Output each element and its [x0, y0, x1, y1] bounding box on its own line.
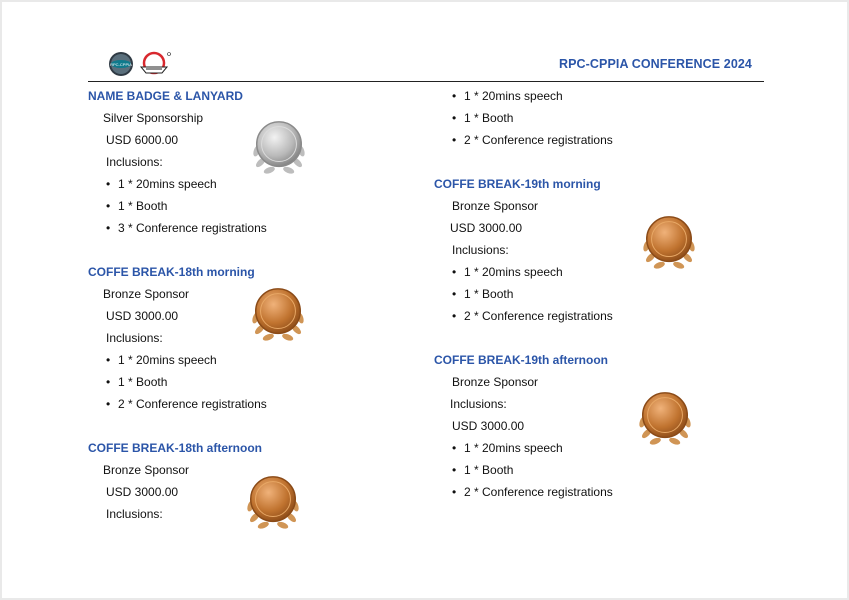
section-heading: COFFE BREAK-18th afternoon	[88, 441, 262, 455]
bronze-medal-icon	[247, 283, 309, 345]
silver-medal-icon	[248, 116, 310, 178]
list-item-text: 2 * Conference registrations	[464, 133, 613, 147]
section-heading: COFFE BREAK-19th afternoon	[434, 353, 608, 367]
list-item-text: 2 * Conference registrations	[464, 309, 613, 323]
list-item-text: 1 * 20mins speech	[464, 441, 563, 455]
list-item: • 2 * Conference registrations	[452, 309, 613, 323]
list-item-text: 2 * Conference registrations	[118, 397, 267, 411]
sponsor-tier: Bronze Sponsor	[103, 463, 190, 477]
bronze-medal-icon	[634, 387, 696, 449]
list-item: • 1 * Booth	[452, 287, 514, 301]
inclusions-label: Inclusions:	[106, 155, 163, 169]
list-item-text: 1 * 20mins speech	[118, 177, 217, 191]
list-item: • 1 * Booth	[106, 375, 168, 389]
sponsor-tier: Bronze Sponsor	[452, 199, 539, 213]
list-item: • 1 * 20mins speech	[452, 441, 563, 455]
list-item: • 1 * Booth	[452, 463, 514, 477]
list-item-text: 1 * 20mins speech	[464, 89, 563, 103]
sponsor-tier: Bronze Sponsor	[452, 375, 539, 389]
section-heading: COFFE BREAK-19th morning	[434, 177, 601, 191]
list-item-text: 1 * Booth	[118, 375, 168, 389]
sponsor-tier: Silver Sponsorship	[103, 111, 204, 125]
sponsor-price: USD 3000.00	[450, 221, 523, 235]
list-item-text: 1 * Booth	[464, 287, 514, 301]
logo-text: RPC-CPPIA	[110, 62, 132, 67]
rpc-logo-icon	[109, 52, 133, 76]
header-divider	[88, 81, 764, 82]
sponsor-price: USD 3000.00	[106, 485, 179, 499]
list-item-text: 1 * 20mins speech	[464, 265, 563, 279]
list-item: • 2 * Conference registrations	[106, 397, 267, 411]
list-item: • 1 * Booth	[452, 111, 514, 125]
list-item-text: 2 * Conference registrations	[464, 485, 613, 499]
cppia-logo-icon	[141, 53, 171, 74]
sponsor-tier: Bronze Sponsor	[103, 287, 190, 301]
list-item: • 1 * 20mins speech	[106, 353, 217, 367]
list-item: • 1 * 20mins speech	[452, 265, 563, 279]
bronze-medal-icon	[638, 211, 700, 273]
list-item-text: 1 * Booth	[464, 111, 514, 125]
list-item-text: 1 * Booth	[118, 199, 168, 213]
list-item: • 1 * 20mins speech	[106, 177, 217, 191]
conference-logos	[108, 50, 178, 80]
section-heading: COFFE BREAK-18th morning	[88, 265, 255, 279]
sponsor-price: USD 3000.00	[452, 419, 525, 433]
list-item: • 2 * Conference registrations	[452, 485, 613, 499]
bronze-medal-icon	[242, 471, 304, 533]
inclusions-label: Inclusions:	[450, 397, 507, 411]
list-item-text: 1 * 20mins speech	[118, 353, 217, 367]
inclusions-label: Inclusions:	[106, 507, 163, 521]
inclusions-label: Inclusions:	[452, 243, 509, 257]
list-item-text: 3 * Conference registrations	[118, 221, 267, 235]
sponsor-price: USD 6000.00	[106, 133, 179, 147]
list-item: • 3 * Conference registrations	[106, 221, 267, 235]
page-header-title: RPC-CPPIA CONFERENCE 2024	[558, 57, 752, 71]
section-heading: NAME BADGE & LANYARD	[88, 89, 243, 103]
list-item-text: 1 * Booth	[464, 463, 514, 477]
sponsor-price: USD 3000.00	[106, 309, 179, 323]
list-item: • 2 * Conference registrations	[452, 133, 613, 147]
list-item: • 1 * 20mins speech	[452, 89, 563, 103]
document-page	[2, 2, 847, 598]
inclusions-label: Inclusions:	[106, 331, 163, 345]
list-item: • 1 * Booth	[106, 199, 168, 213]
